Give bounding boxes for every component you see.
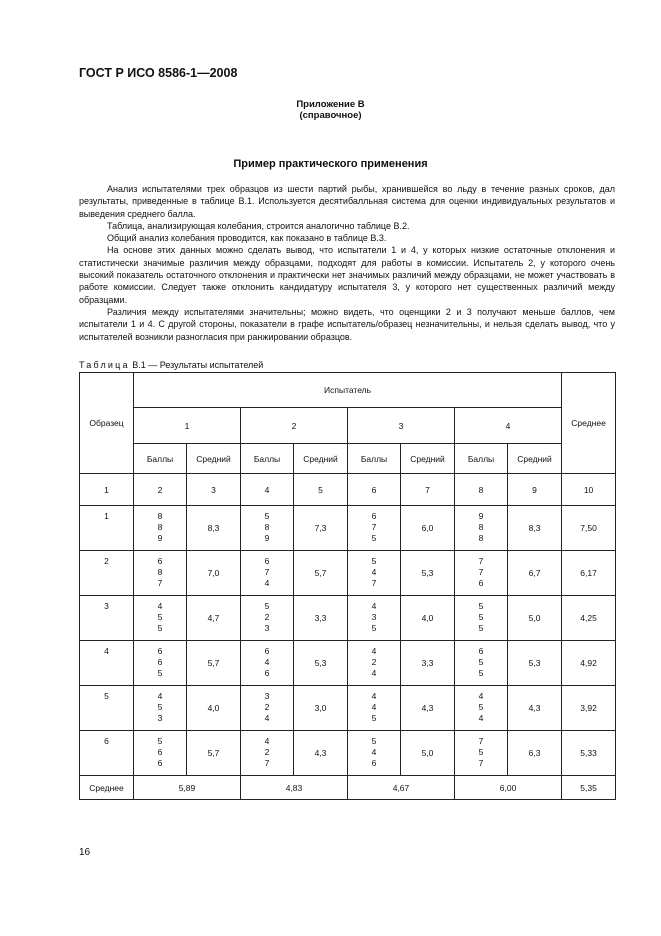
table-row [80, 596, 616, 641]
average-cell: 5,0 [401, 731, 455, 776]
header-scores: Баллы [348, 444, 401, 474]
scores-cell: 6 6 5 [134, 641, 187, 686]
column-number: 6 [348, 474, 401, 506]
scores-cell: 4 4 5 [348, 686, 401, 731]
average-cell: 4,0 [187, 686, 241, 731]
average-cell: 4,3 [294, 731, 348, 776]
sample-cell: 5 [80, 686, 134, 731]
scores-cell: 5 5 5 [455, 596, 508, 641]
scores-cell: 7 7 6 [455, 551, 508, 596]
header-mean: Среднее [562, 373, 616, 474]
paragraph: Общий анализ колебания проводится, как показано в таблице В.3. [107, 233, 387, 244]
average-cell: 5,0 [508, 596, 562, 641]
footer-row [80, 776, 616, 800]
header-tester-4: 4 [455, 408, 562, 444]
scores-cell: 8 8 9 [134, 506, 187, 551]
average-cell: 4,3 [401, 686, 455, 731]
sample-cell: 2 [80, 551, 134, 596]
average-cell: 6,7 [508, 551, 562, 596]
average-cell: 3,0 [294, 686, 348, 731]
column-number: 3 [187, 474, 241, 506]
scores-cell: 5 2 3 [241, 596, 294, 641]
scores-cell: 4 5 3 [134, 686, 187, 731]
average-cell: 3,3 [401, 641, 455, 686]
header-scores: Баллы [134, 444, 187, 474]
average-cell: 3,3 [294, 596, 348, 641]
row-mean-cell: 7,50 [562, 506, 616, 551]
average-cell: 5,3 [508, 641, 562, 686]
table-row [80, 686, 616, 731]
average-cell: 4,3 [508, 686, 562, 731]
average-cell: 5,7 [187, 731, 241, 776]
scores-cell: 5 4 7 [348, 551, 401, 596]
footer-mean-tester-2: 4,83 [241, 776, 348, 800]
scores-cell: 3 2 4 [241, 686, 294, 731]
scores-cell: 4 2 4 [348, 641, 401, 686]
header-avg: Средний [508, 444, 562, 474]
appendix-title: Приложение В [296, 99, 365, 110]
header-tester-1: 1 [134, 408, 241, 444]
average-cell: 5,7 [187, 641, 241, 686]
table-caption-text: В.1 — Результаты испытателей [132, 360, 264, 370]
footer-mean-tester-3: 4,67 [348, 776, 455, 800]
scores-cell: 6 4 6 [241, 641, 294, 686]
scores-cell: 6 8 7 [134, 551, 187, 596]
scores-cell: 4 5 4 [455, 686, 508, 731]
header-avg: Средний [401, 444, 455, 474]
section-title: Пример практического применения [233, 158, 428, 170]
footer-mean-tester-1: 5,89 [134, 776, 241, 800]
header-tester-3: 3 [348, 408, 455, 444]
column-numbers-row [80, 474, 616, 506]
header-scores: Баллы [455, 444, 508, 474]
sample-cell: 1 [80, 506, 134, 551]
scores-cell: 5 6 6 [134, 731, 187, 776]
results-table [79, 372, 616, 800]
average-cell: 6,3 [508, 731, 562, 776]
header-sample: Образец [80, 373, 134, 474]
average-cell: 5,7 [294, 551, 348, 596]
sample-cell: 3 [80, 596, 134, 641]
document-header: ГОСТ Р ИСО 8586-1—2008 [79, 66, 238, 80]
scores-cell: 9 8 8 [455, 506, 508, 551]
row-mean-cell: 4,92 [562, 641, 616, 686]
column-number: 2 [134, 474, 187, 506]
paragraph: Анализ испытателями трех образцов из шести партий рыбы, хранившейся во льду в течение разных сроков, дал результаты, приведенные в таблице В.1. Используется десятибалльная система для оценки индивидуальных результатов и выведения среднего балла. [79, 184, 615, 219]
table-row [80, 551, 616, 596]
paragraph: На основе этих данных можно сделать вывод, что испытатели 1 и 4, у которых низкие остаточные отклонения и статистически значимые различия между образцами, подходят для работы в комиссии. Испытатель 2, у которого очень высокий показатель остаточного отклонения и практически нет значимых различий между образцами, не может участвовать в работе комиссии. Следует также отклонить кандидатуру испытателя 3, у которого нет существенных различий между образцами. [79, 245, 615, 305]
header-avg: Средний [187, 444, 241, 474]
page-number: 16 [79, 847, 91, 858]
footer-mean-tester-4: 6,00 [455, 776, 562, 800]
column-number: 9 [508, 474, 562, 506]
scores-cell: 6 5 5 [455, 641, 508, 686]
average-cell: 6,0 [401, 506, 455, 551]
column-number: 10 [562, 474, 616, 506]
paragraph: Таблица, анализирующая колебания, строится аналогично таблице В.2. [107, 220, 410, 231]
row-mean-cell: 5,33 [562, 731, 616, 776]
scores-cell: 7 5 7 [455, 731, 508, 776]
sample-cell: 4 [80, 641, 134, 686]
body-text [79, 183, 615, 343]
average-cell: 8,3 [508, 506, 562, 551]
header-avg: Средний [294, 444, 348, 474]
column-number: 4 [241, 474, 294, 506]
sample-cell: 6 [80, 731, 134, 776]
average-cell: 5,3 [294, 641, 348, 686]
average-cell: 7,0 [187, 551, 241, 596]
scores-cell: 4 2 7 [241, 731, 294, 776]
column-number: 1 [80, 474, 134, 506]
scores-cell: 6 7 4 [241, 551, 294, 596]
scores-cell: 5 4 6 [348, 731, 401, 776]
header-tester-2: 2 [241, 408, 348, 444]
row-mean-cell: 4,25 [562, 596, 616, 641]
header-tester: Испытатель [134, 373, 562, 408]
table-row [80, 731, 616, 776]
row-mean-cell: 6,17 [562, 551, 616, 596]
footer-overall-mean: 5,35 [562, 776, 616, 800]
column-number: 8 [455, 474, 508, 506]
average-cell: 5,3 [401, 551, 455, 596]
appendix-subtitle: (справочное) [299, 110, 362, 121]
row-mean-cell: 3,92 [562, 686, 616, 731]
scores-cell: 4 5 5 [134, 596, 187, 641]
column-number: 5 [294, 474, 348, 506]
column-number: 7 [401, 474, 455, 506]
average-cell: 4,7 [187, 596, 241, 641]
average-cell: 8,3 [187, 506, 241, 551]
scores-cell: 5 8 9 [241, 506, 294, 551]
average-cell: 7,3 [294, 506, 348, 551]
table-caption [79, 360, 263, 370]
footer-label: Среднее [80, 776, 134, 800]
average-cell: 4,0 [401, 596, 455, 641]
paragraph: Различия между испытателями значительны; можно видеть, что оценщики 2 и 3 получают меньше баллов, чем испытатели 1 и 4. С другой стороны, показатели в графе испытатель/образец незначительны, и нельзя сделать вывод, что у испытателей возникли разногласия при ранжировании образцов. [79, 306, 615, 342]
header-scores: Баллы [241, 444, 294, 474]
scores-cell: 6 7 5 [348, 506, 401, 551]
scores-cell: 4 3 5 [348, 596, 401, 641]
table-caption-label: Таблица [79, 360, 130, 370]
table-row [80, 641, 616, 686]
table-row [80, 506, 616, 551]
